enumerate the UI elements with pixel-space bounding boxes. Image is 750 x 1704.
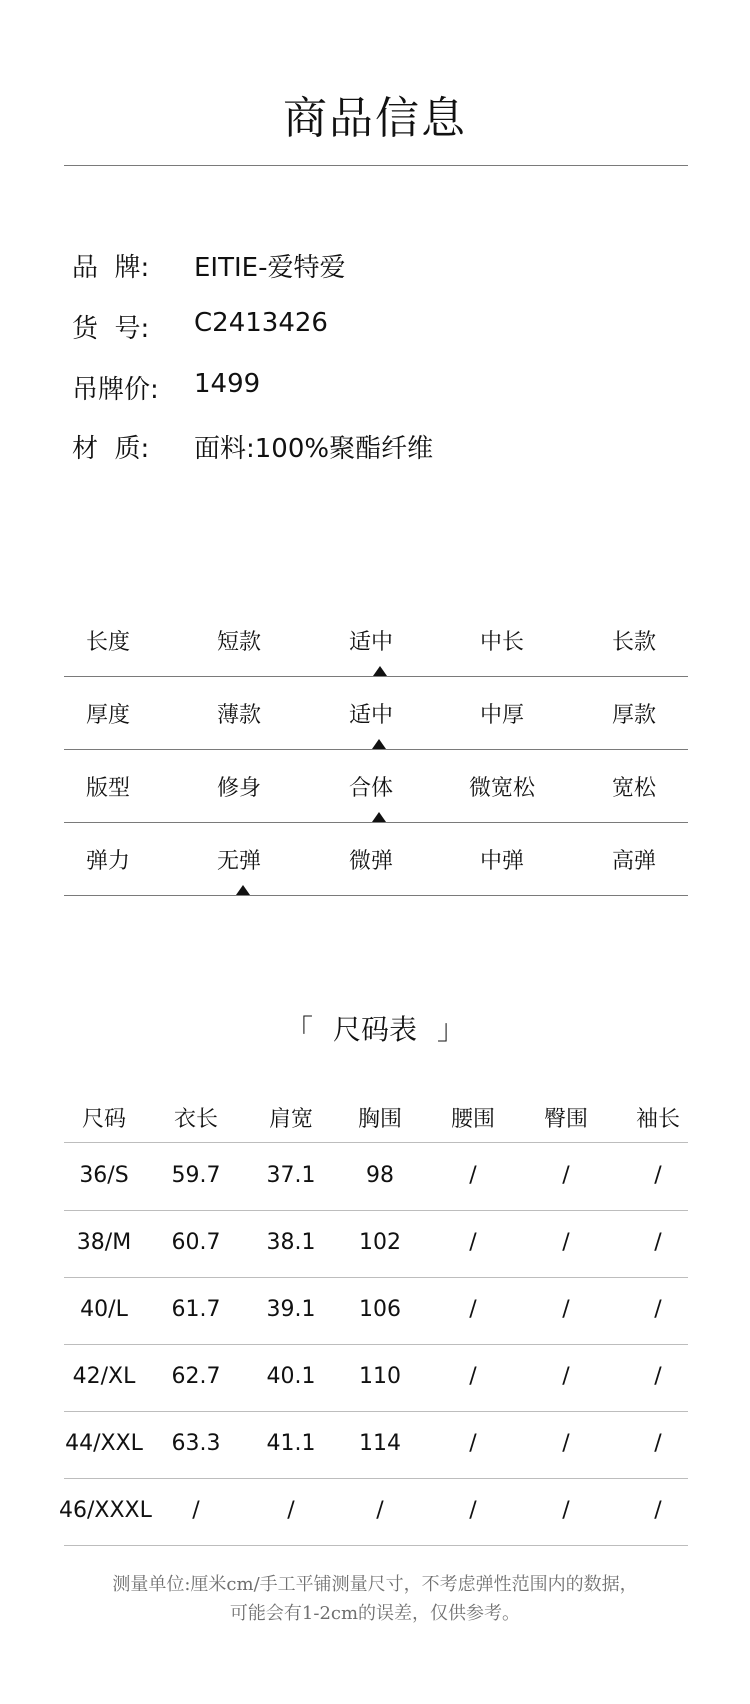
table-row bbox=[64, 1210, 688, 1278]
size-table-title bbox=[0, 1008, 750, 1048]
info-label: 货 号: bbox=[72, 314, 150, 344]
selected-marker-icon bbox=[372, 739, 386, 749]
table-row bbox=[64, 1344, 688, 1412]
attr-option: 薄款 bbox=[216, 703, 261, 728]
attr-option: 适中 bbox=[348, 703, 393, 728]
page-title: 商品信息 bbox=[283, 93, 467, 144]
selected-marker-icon bbox=[372, 812, 386, 822]
table-row bbox=[64, 1411, 688, 1479]
size-cell: / bbox=[192, 1498, 200, 1523]
size-cell: / bbox=[562, 1163, 570, 1188]
attr-option: 适中 bbox=[348, 630, 393, 655]
size-cell: / bbox=[654, 1364, 662, 1389]
size-cell: 38.1 bbox=[266, 1230, 316, 1255]
size-table-header bbox=[64, 1098, 688, 1142]
attr-option: 中长 bbox=[479, 630, 524, 655]
size-cell: 39.1 bbox=[266, 1297, 316, 1322]
table-row bbox=[59, 1478, 688, 1546]
header-cell: 衣长 bbox=[173, 1107, 218, 1132]
size-cell: 98 bbox=[366, 1163, 394, 1188]
header-cell: 尺码 bbox=[81, 1107, 126, 1132]
size-cell: 40/L bbox=[80, 1297, 128, 1322]
info-label: 吊牌价: bbox=[72, 375, 159, 405]
size-cell: / bbox=[654, 1431, 662, 1456]
size-cell: / bbox=[469, 1364, 477, 1389]
attr-option: 微弹 bbox=[348, 849, 393, 874]
info-row-sku bbox=[72, 308, 712, 348]
attr-name: 厚度 bbox=[85, 703, 130, 728]
bracket-open: 「 bbox=[284, 1013, 313, 1046]
attr-option: 微宽松 bbox=[468, 776, 535, 801]
info-value: 面料:100%聚酯纤维 bbox=[194, 434, 434, 464]
info-label: 材 质: bbox=[72, 434, 150, 464]
attr-row-elasticity bbox=[64, 822, 688, 896]
header-cell: 袖长 bbox=[635, 1107, 680, 1132]
info-value: C2413426 bbox=[194, 308, 328, 338]
attr-option: 中弹 bbox=[479, 849, 524, 874]
info-value: EITIE-爱特爱 bbox=[194, 253, 346, 283]
size-cell: / bbox=[562, 1230, 570, 1255]
size-cell: 44/XXL bbox=[65, 1431, 143, 1456]
size-cell: 61.7 bbox=[171, 1297, 221, 1322]
selected-marker-icon bbox=[373, 666, 387, 676]
size-cell: / bbox=[562, 1364, 570, 1389]
size-cell: 59.7 bbox=[171, 1163, 221, 1188]
attr-row-fit bbox=[64, 749, 688, 823]
header-cell: 胸围 bbox=[357, 1107, 402, 1132]
size-table-title-text: 尺码表 bbox=[332, 1013, 417, 1046]
size-cell: / bbox=[376, 1498, 384, 1523]
attr-option: 厚款 bbox=[611, 703, 656, 728]
title-divider bbox=[64, 165, 688, 166]
size-cell: 110 bbox=[359, 1364, 401, 1389]
attr-option: 修身 bbox=[216, 776, 261, 801]
size-cell: / bbox=[469, 1498, 477, 1523]
size-cell: / bbox=[287, 1498, 295, 1523]
header-cell: 腰围 bbox=[450, 1107, 495, 1132]
size-cell: / bbox=[562, 1431, 570, 1456]
size-cell: 46/XXXL bbox=[59, 1498, 152, 1523]
selected-marker-icon bbox=[236, 885, 250, 895]
table-row bbox=[64, 1143, 688, 1211]
size-cell: 63.3 bbox=[171, 1431, 221, 1456]
size-cell: 62.7 bbox=[171, 1364, 221, 1389]
attr-name: 版型 bbox=[85, 776, 130, 801]
header-cell: 肩宽 bbox=[268, 1107, 313, 1132]
size-cell: / bbox=[654, 1297, 662, 1322]
bracket-close: 」 bbox=[437, 1013, 466, 1046]
attr-option: 长款 bbox=[611, 630, 656, 655]
attr-row-length bbox=[64, 603, 688, 677]
attr-option: 合体 bbox=[348, 776, 393, 801]
size-cell: / bbox=[469, 1297, 477, 1322]
size-cell: 106 bbox=[359, 1297, 401, 1322]
size-cell: 114 bbox=[359, 1431, 401, 1456]
size-cell: 41.1 bbox=[266, 1431, 316, 1456]
header-cell: 臀围 bbox=[543, 1107, 588, 1132]
info-row-brand bbox=[72, 247, 712, 287]
size-cell: 60.7 bbox=[171, 1230, 221, 1255]
size-cell: / bbox=[654, 1230, 662, 1255]
info-value: 1499 bbox=[194, 369, 261, 399]
size-cell: / bbox=[654, 1498, 662, 1523]
size-cell: / bbox=[562, 1297, 570, 1322]
attr-option: 高弹 bbox=[611, 849, 656, 874]
size-cell: / bbox=[562, 1498, 570, 1523]
attr-option: 短款 bbox=[216, 630, 261, 655]
measurement-note-line1: 测量单位:厘米cm/手工平铺测量尺寸，不考虑弹性范围内的数据， bbox=[112, 1574, 638, 1595]
attr-option: 宽松 bbox=[611, 776, 656, 801]
info-row-material bbox=[72, 428, 712, 468]
table-row bbox=[64, 1277, 688, 1345]
info-row-price bbox=[72, 369, 712, 409]
size-cell: 36/S bbox=[79, 1163, 129, 1188]
size-cell: / bbox=[654, 1163, 662, 1188]
measurement-note-line2: 可能会有1-2cm的误差，仅供参考。 bbox=[229, 1603, 521, 1624]
size-cell: / bbox=[469, 1163, 477, 1188]
attr-option: 无弹 bbox=[216, 849, 261, 874]
size-cell: / bbox=[469, 1230, 477, 1255]
attr-option: 中厚 bbox=[479, 703, 524, 728]
attr-name: 弹力 bbox=[85, 849, 130, 874]
attr-name: 长度 bbox=[85, 630, 130, 655]
size-cell: 37.1 bbox=[266, 1163, 316, 1188]
size-cell: / bbox=[469, 1431, 477, 1456]
size-cell: 38/M bbox=[76, 1230, 132, 1255]
size-cell: 40.1 bbox=[266, 1364, 316, 1389]
size-cell: 102 bbox=[359, 1230, 401, 1255]
size-cell: 42/XL bbox=[72, 1364, 136, 1389]
attr-row-thickness bbox=[64, 676, 688, 750]
info-label: 品 牌: bbox=[72, 253, 150, 283]
